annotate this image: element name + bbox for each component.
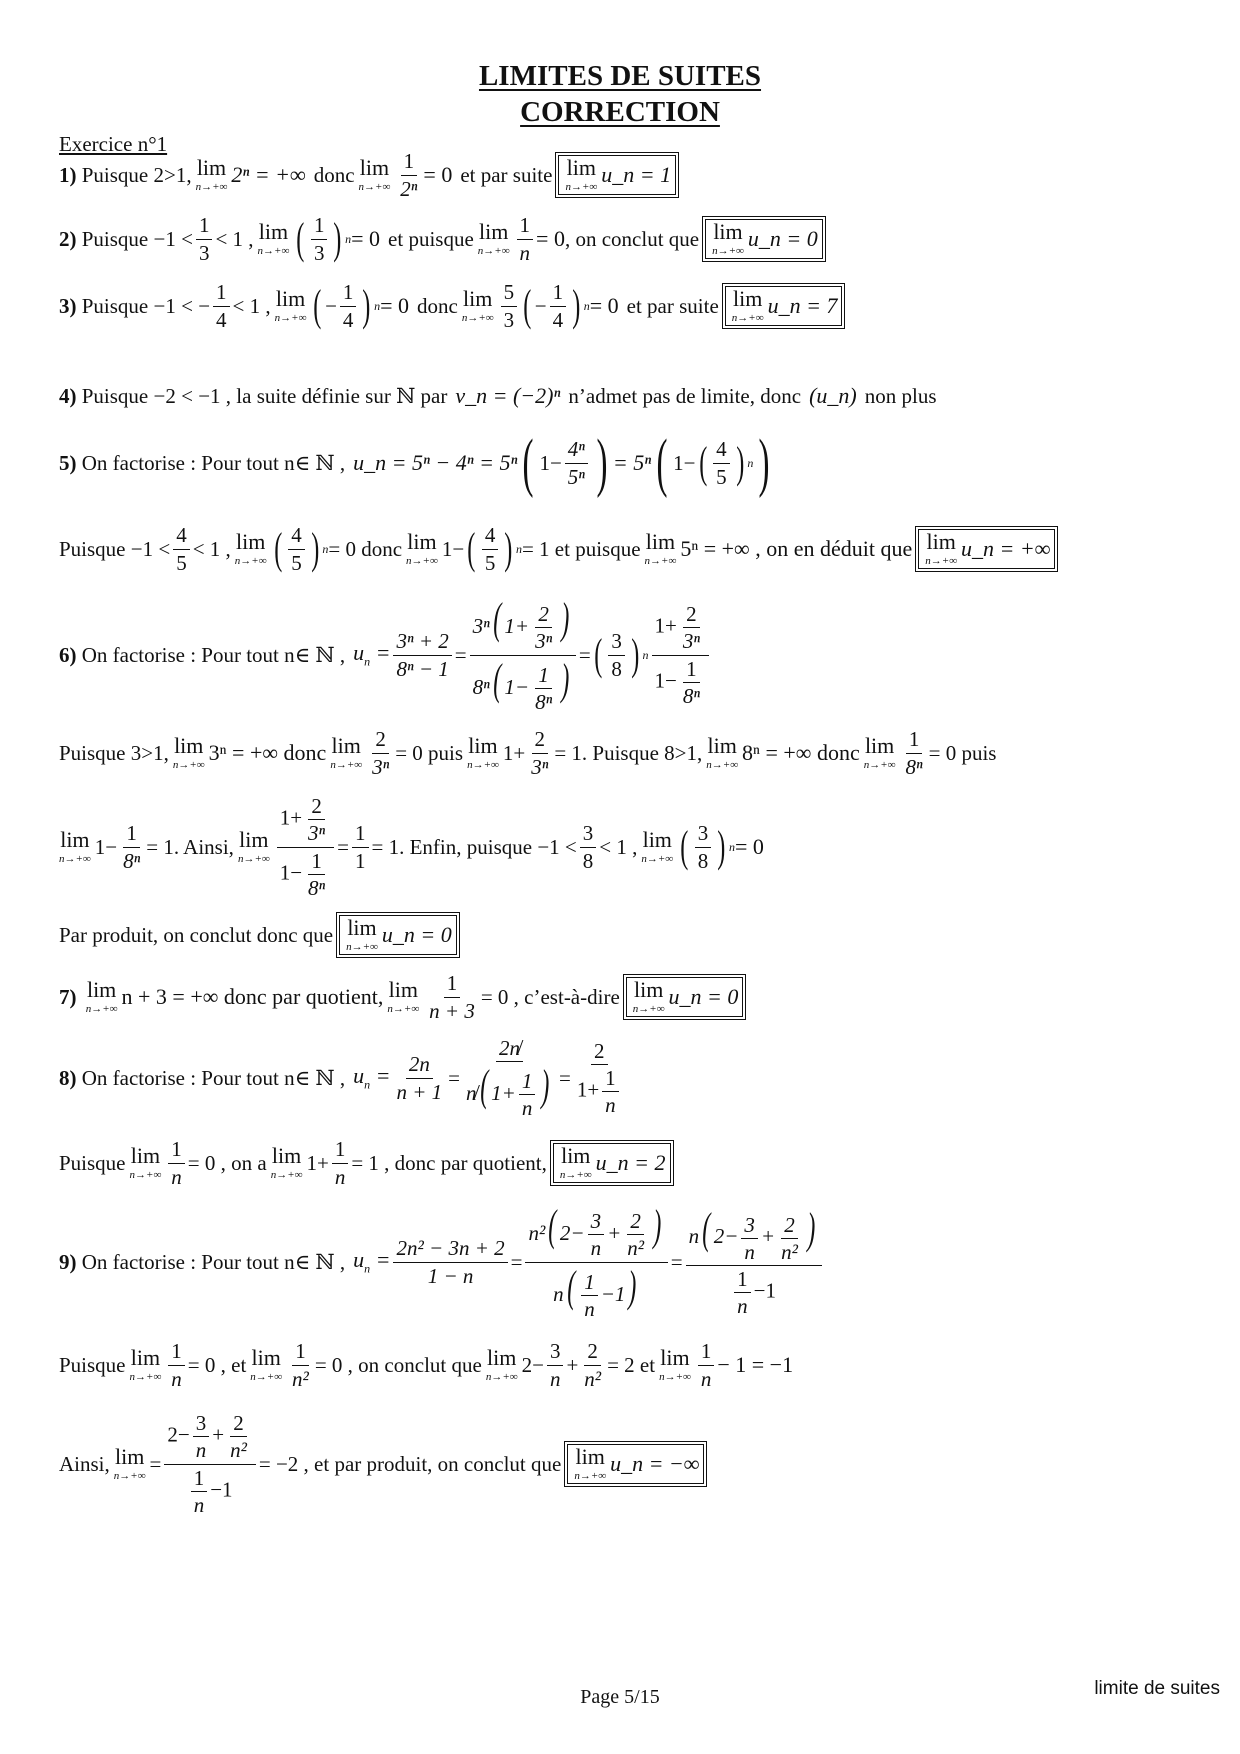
- document-name: limite de suites: [1094, 1678, 1220, 1699]
- answer-4: 4) Puisque −2 < −1 , la suite définie sur ℕ par v_n = (−2)ⁿ n’admet pas de limite, donc (u_n) non plus: [59, 383, 937, 408]
- answer-5-conclusion: Puisque −1 < 4 5 < 1 , lim n→+∞ ( 4 5 ) n = 0 donc lim n→+∞ 1− ( 4 5 ) n = 1 et puisque lim n→+∞ 5ⁿ = +∞ , on en déduit que lim n→+∞ u_n = +∞: [59, 518, 1200, 580]
- answer-8-result: Puisque lim n→+∞ $\frac{1}{n}$ = 0 , on a lim n→+∞ 1+ $\frac{1}{n}$ = 1 , donc par quotient, lim n→+∞ u_n = 2: [59, 1132, 1200, 1194]
- page-subtitle: CORRECTION: [520, 96, 720, 128]
- page-title: LIMITES DE SUITES: [478, 60, 762, 92]
- result-box: lim n→+∞ u_n = 0: [626, 977, 744, 1017]
- result-box: lim n→+∞ u_n = 0: [339, 915, 457, 955]
- answer-9: 9) On factorise : Pour tout n∈ ℕ , $u_n$ = $\frac{\text{2n² − 3n + 2}}{1 - n}$ = n²( 2− $\frac{3}{n}$ + $\frac{2}{\text{n²}}$ ) n( $\frac{1}{n}$ −1) = n( 2− $\frac{3}{n}$ + $\frac{2}{\text{n²}}$ ) $\frac{1}{n}$ −1: [59, 1200, 1200, 1324]
- page-number: Page 5/15: [580, 1686, 660, 1708]
- result-box: lim n→+∞ u_n = 0: [705, 219, 823, 259]
- result-box: lim n→+∞ u_n = 2: [553, 1143, 671, 1183]
- answer-3: 3) Puisque −1 < − $\frac{1}{4}$ < 1 , lim n→+∞ ( − 1 4 ) n = 0 donc lim n→+∞ 5 3 ( − 1 4 ) n = 0 et par suite lim n→+∞ u_n = 7: [59, 276, 1200, 336]
- answer-6-limits: Puisque 3>1, lim n→+∞ 3ⁿ = +∞ donc lim n→+∞ $\frac{2}{\text{3ⁿ}}$ = 0 puis lim n→+∞ 1+ $\frac{2}{\text{3ⁿ}}$ = 1. Puisque 8>1, lim n→+∞ 8ⁿ = +∞ donc lim n→+∞ $\frac{1}{\text{8ⁿ}}$ = 0 puis: [59, 727, 997, 779]
- result-box: lim n→+∞ u_n = 1: [558, 155, 676, 195]
- answer-2: 2) Puisque −1 < 1 3 < 1 , lim n→+∞ ( 1 3 ) n = 0 et puisque lim n→+∞ $\frac{1}{n}$ = 0 , on conclut que lim n→+∞ u_n = 0: [59, 210, 1200, 268]
- answer-6-result: Par produit, on conclut donc que lim n→+∞ u_n = 0: [59, 912, 1200, 958]
- exercise-label: Exercice n°1: [59, 132, 168, 156]
- answer-8: 8) On factorise : Pour tout n∈ ℕ , $u_n$ = $\frac{2n}{n + 1}$ = 2n̸ n̸( 1+ $\frac{1}{n}$ ) = 2 1+ $\frac{1}{n}$: [59, 1030, 1200, 1126]
- answer-5: 5) On factorise : Pour tout n∈ ℕ , u_n = 5ⁿ − 4ⁿ = 5ⁿ ( 1− 4ⁿ 5ⁿ ) = 5ⁿ ( 1− ( 4 5 ) n ): [59, 426, 770, 499]
- result-box: lim n→+∞ u_n = −∞: [567, 1444, 704, 1484]
- answer-6: 6) On factorise : Pour tout n∈ ℕ , $u_n$ = $\frac{\text{3ⁿ + 2}}{\text{8ⁿ − 1}}$ = 3ⁿ( 1+ $\frac{2}{\text{3ⁿ}}$ ) 8ⁿ( 1− $\frac{1}{\text{8ⁿ}}$ ) = ( 3 8 ) n 1+ $\frac{2}{\text{3ⁿ}}$ 1− $\frac{1}{\text{8ⁿ}}$: [59, 596, 1200, 714]
- answer-9-limits: Puisque lim n→+∞ $\frac{1}{n}$ = 0 , et lim n→+∞ $\frac{1}{\text{n²}}$ = 0 , on conclut que lim n→+∞ 2− 3 n + $\frac{2}{\text{n²}}$ = 2 et lim n→+∞ 1 n − 1 = −1: [59, 1339, 794, 1391]
- answer-1: 1) Puisque 2>1, lim n→+∞ 2ⁿ = +∞ donc lim n→+∞ $\frac{1}{\text{2ⁿ}}$ = 0 et par suite lim n→+∞ u_n = 1: [59, 150, 1200, 200]
- answer-7: 7) lim n→+∞ n + 3 = +∞ donc par quotient, lim n→+∞ $\frac{1}{n + 3}$ = 0 , c’est-à-dire lim n→+∞ u_n = 0: [59, 968, 1200, 1026]
- answer-6-ainsi: lim n→+∞ 1− $\frac{1}{\text{8ⁿ}}$ = 1. Ainsi, lim n→+∞ 1+ $\frac{2}{\text{3ⁿ}}$ 1− $\frac{1}{\text{8ⁿ}}$ = $\frac{1}{1}$ = 1. Enfin, puisque −1 < 3 8 < 1 , lim n→+∞ ( 3 8 ) n = 0: [59, 794, 764, 900]
- result-box: lim n→+∞ u_n = +∞: [918, 529, 1055, 569]
- result-box: lim n→+∞ u_n = 7: [725, 286, 843, 326]
- answer-9-result: Ainsi, lim n→+∞ = 2− $\frac{3}{n}$ + $\frac{2}{\text{n²}}$ $\frac{1}{n}$ −1 = −2 , et par produit, on conclut que lim n→+∞ u_n = −∞: [59, 1408, 1200, 1520]
